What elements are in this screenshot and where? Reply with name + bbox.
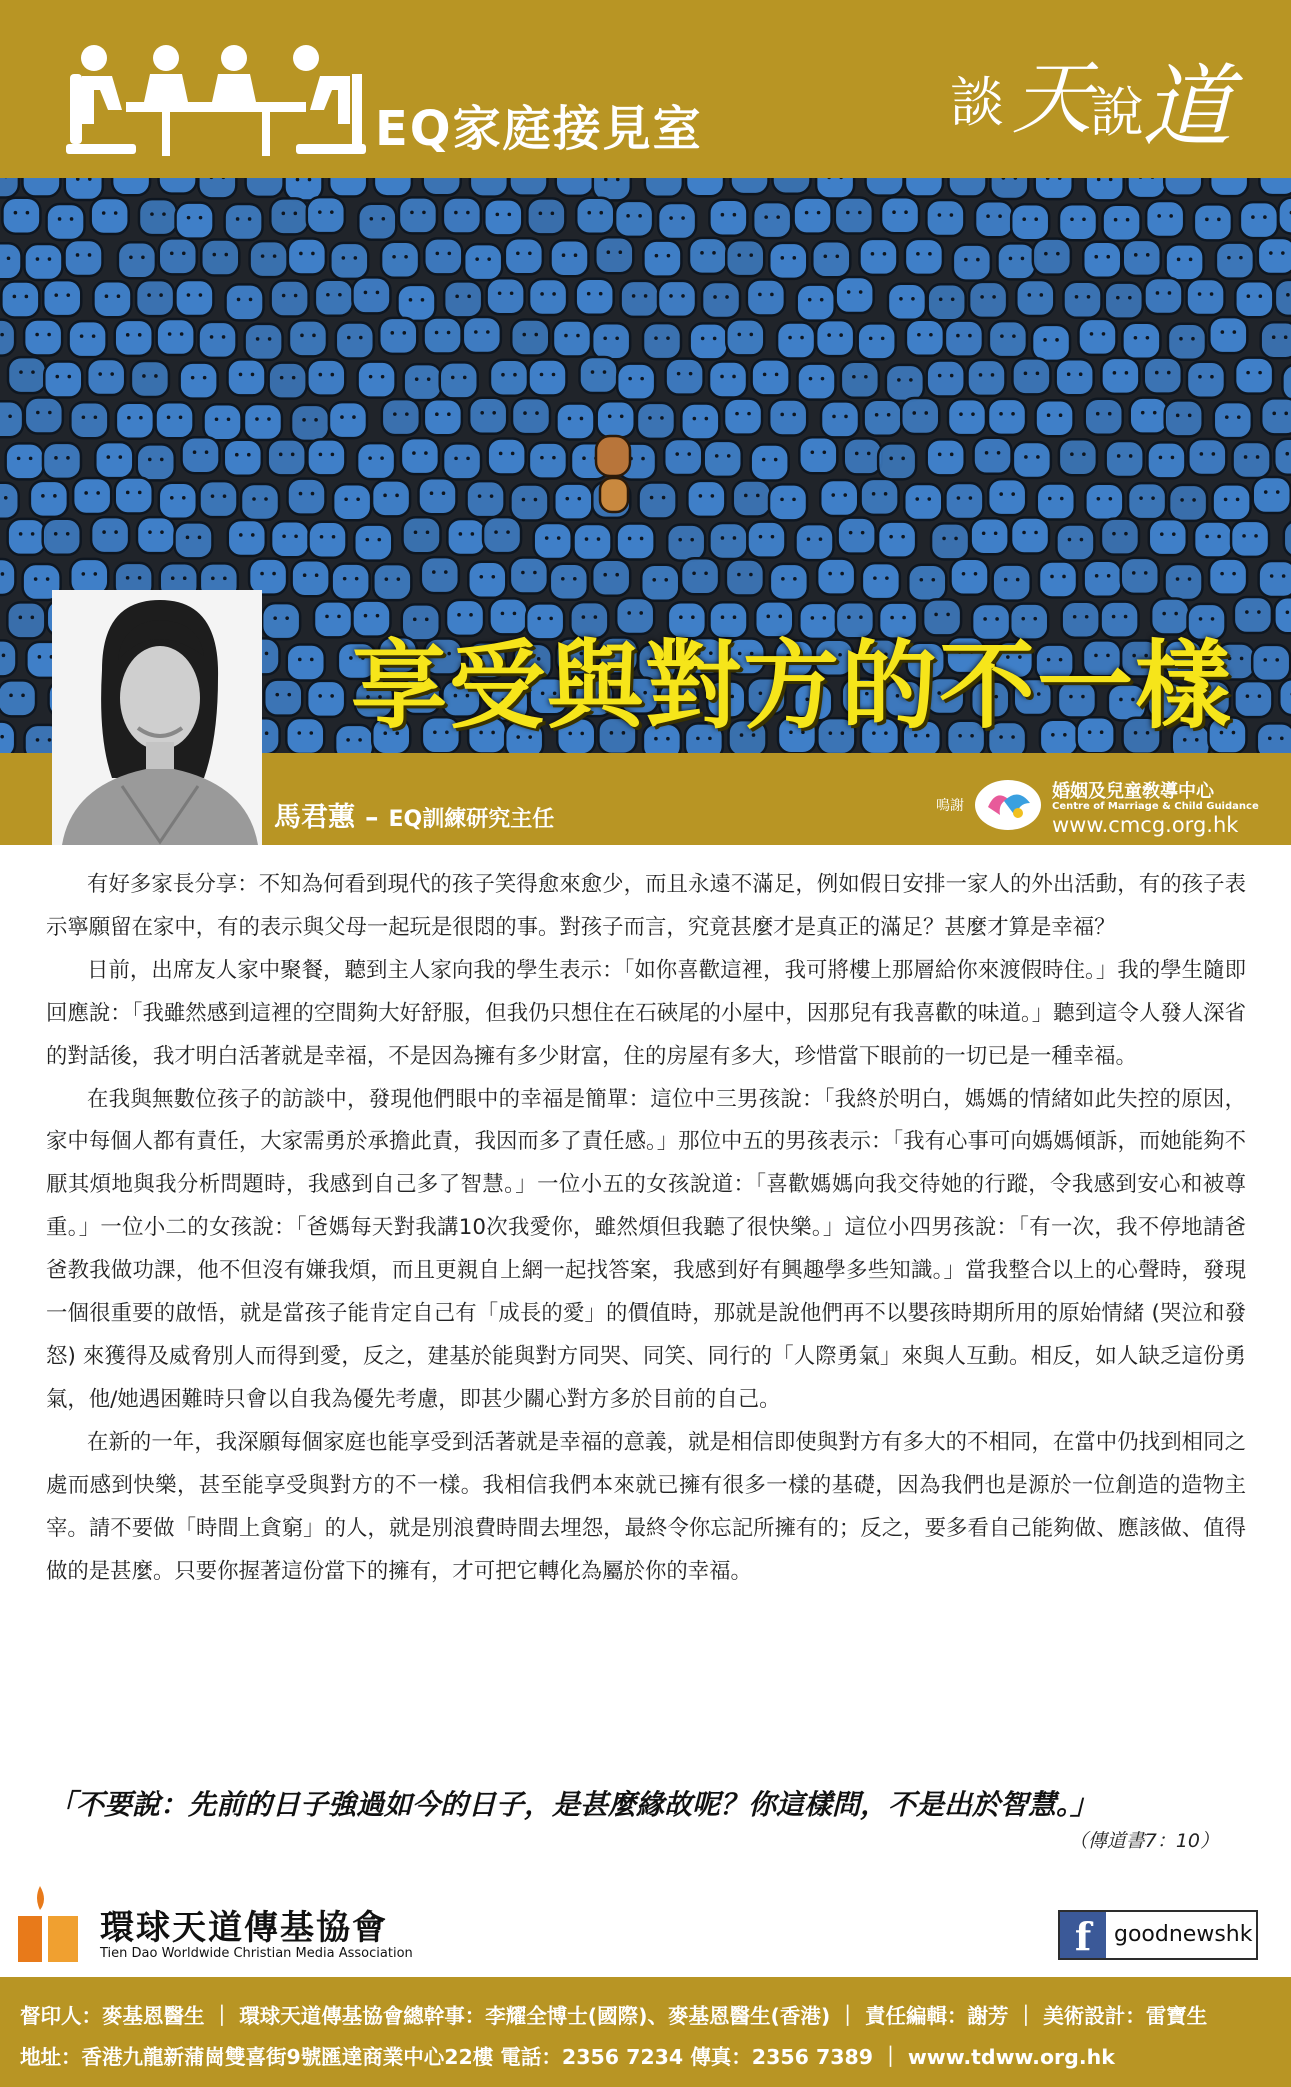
address-line: 地址：香港九龍新蒲崗雙喜街9號匯達商業中心22樓 電話：2356 7234 傳真：2356 7389 ｜ www.tdww.org.hk [20, 2045, 1115, 2069]
family-meeting-icon [66, 44, 366, 159]
cmcg-url[interactable]: www.cmcg.org.hk [1052, 813, 1239, 837]
scripture-quote: 「不要說：先前的日子強過如今的日子，是甚麼緣故呢？你這樣問，不是出於智慧。」 [48, 1788, 1099, 1821]
facebook-link[interactable] [1058, 1910, 1258, 1960]
author-portrait [52, 590, 262, 845]
paragraph-2: 日前，出席友人家中聚餐，聽到主人家向我的學生表示：「如你喜歡這裡，我可將樓上那層給你來渡假時住。」我的學生隨即回應說：「我雖然感到這裡的空間夠大好舒服，但我仍只想住在石硤尾的小屋中，因那兒有我喜歡的味道。」聽到這令人發人深省的對話後，我才明白活著就是幸福，不是因為擁有多少財富，住的房屋有多大，珍惜當下眼前的一切已是一種幸福。 [46, 957, 1246, 1069]
series-title: EQ家庭接見室 [375, 101, 703, 157]
scripture-reference: （傳道書7：10） [1068, 1830, 1219, 1852]
brand-logo [950, 34, 1250, 160]
tiendao-logo-icon [18, 1886, 78, 1962]
author-role: EQ訓練研究主任 [388, 807, 555, 832]
footer-bar [0, 1977, 1291, 2087]
facebook-handle: goodnewshk [1114, 1922, 1253, 1947]
byline-dash: – [365, 802, 379, 833]
cmcg-name: 婚姻及兒童敎導中心 [1052, 781, 1214, 802]
cmcg-name-en: Centre of Marriage & Child Guidance [1052, 801, 1259, 812]
thanks-label: 鳴謝 [936, 798, 964, 814]
author-byline [274, 795, 554, 834]
paragraph-4: 在新的一年，我深願每個家庭也能享受到活著就是幸福的意義，就是相信即使與對方有多大的不相同，在當中仍找到相同之處而感到快樂，甚至能享受與對方的不一樣。我相信我們本來就已擁有很多一樣的基礎，因為我們也是源於一位創造的造物主宰。請不要做「時間上貪窮」的人，就是別浪費時間去埋怨，最終令你忘記所擁有的；反之，要多看自己能夠做、應該做、值得做的是甚麼。只要你握著這份當下的擁有，才可把它轉化為屬於你的幸福。 [46, 1429, 1246, 1584]
article-title: 享受與對方的不一樣 [351, 630, 1233, 742]
author-name: 馬君蕙 [274, 802, 355, 833]
brand-char-1: 談 [950, 71, 1004, 134]
paragraph-1: 有好多家長分享：不知為何看到現代的孩子笑得愈來愈少，而且永遠不滿足，例如假日安排一家人的外出活動，有的孩子表示寧願留在家中，有的表示與父母一起玩是很悶的事。對孩子而言，究竟甚麼才是真正的滿足？甚麼才算是幸福？ [46, 872, 1246, 940]
tiendao-name-en: Tien Dao Worldwide Christian Media Association [100, 1946, 413, 1961]
header-banner [0, 0, 1291, 178]
brand-char-4: 道 [1142, 55, 1232, 160]
article-body [46, 864, 1246, 1593]
tiendao-name: 環球天道傳基協會 [100, 1908, 388, 1948]
credits-line: 督印人：麥基恩醫生 ｜ 環球天道傳基協會總幹事：李耀全博士(國際)、麥基恩醫生(香港) ｜ 責任編輯：謝芳 ｜ 美術設計：雷寶生 [20, 2004, 1208, 2028]
brand-char-2: 天 [1012, 52, 1092, 145]
cmcg-logo-icon [974, 779, 1042, 831]
paragraph-3: 在我與無數位孩子的訪談中，發現他們眼中的幸福是簡單：這位中三男孩說：「我終於明白，媽媽的情緒如此失控的原因，家中每個人都有責任，大家需勇於承擔此責，我因而多了責任感。」那位中五的男孩表示：「我有心事可向媽媽傾訴，而她能夠不厭其煩地與我分析問題時，我感到自己多了智慧。」一位小五的女孩說道：「喜歡媽媽向我交待她的行蹤，令我感到安心和被尊重。」一位小二的女孩說：「爸媽每天對我講10次我愛你，雖然煩但我聽了很快樂。」這位小四男孩說：「有一次，我不停地請爸爸教我做功課，他不但沒有嫌我煩，而且更親自上網一起找答案，我感到好有興趣學多些知識。」當我整合以上的心聲時，發現一個很重要的啟悟，就是當孩子能肯定自己有「成長的愛」的價值時，那就是說他們再不以嬰孩時期所用的原始情緒 (哭泣和發怒) 來獲得及威脅別人而得到愛，反之，建基於能與對方同哭、同笑、同行的「人際勇氣」來與人互動。相反，如人缺乏這份勇氣，他/她遇困難時只會以自我為優先考慮，即甚少關心對方多於目前的自己。 [46, 1086, 1246, 1412]
acknowledgement [936, 771, 1276, 841]
facebook-icon: f [1060, 1912, 1106, 1958]
brand-char-3: 說 [1090, 81, 1144, 144]
